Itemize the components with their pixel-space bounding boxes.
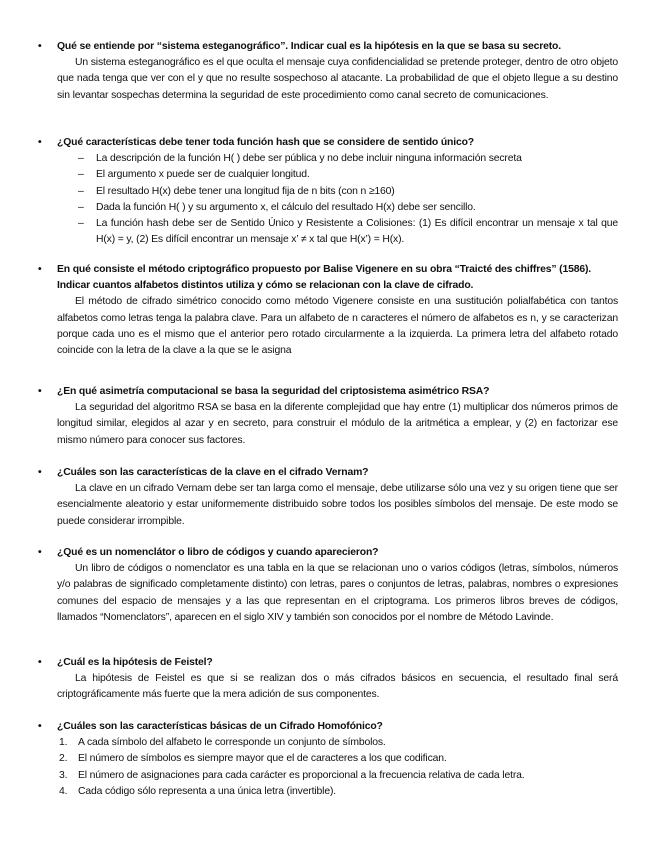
bullet-icon: • [38, 264, 42, 275]
dash-icon: – [78, 153, 84, 165]
bullet-icon: • [38, 657, 42, 668]
question-heading: Qué se entiende por “sistema esteganográfico”. Indicar cual es la hipótesis en la que se basa su secreto. [57, 41, 561, 52]
list-item: – El resultado H(x) debe tener una longitud fija de n bits (con n ≥160) [38, 184, 618, 200]
section-steganography [38, 39, 618, 104]
list-item: 3. El número de asignaciones para cada carácter es proporcional a la frecuencia relativa de cada letra. [59, 769, 525, 781]
answer-paragraph: Un libro de códigos o nomenclator es una tabla en la que se relacionan uno o varios códigos (letras, símbolos, números y/o palabras de significado completamente distinto) con letras, pares o conjuntos de letras, palabras, nombres o expresiones comunes del espacio de mensajes y a las que representan en el criptograma. Los primeros libros breves de códigos, llamados “Nomenclators”, aparecen en el siglo XIV y también son conocidos por el nombre de Método Lavinde. [57, 563, 618, 623]
answer-paragraph: El método de cifrado simétrico conocido como método Vigenere consiste en una sustitución polialfabética con tantos alfabetos como letras tenga la palabra clave. Para un alfabeto de n caracteres el número de alfabetos es n, y se caracterizan porque cada uno es el mismo que el anterior pero rotado circularmente a la izquierda. La primera letra del alfabeto rotado coincide con la letra de la clave a la que se le asigna [57, 296, 618, 357]
section-hash [38, 135, 618, 248]
section-rsa [38, 384, 618, 449]
list-item: – Dada la función H( ) y su argumento x, el cálculo del resultado H(x) debe ser sencillo. [38, 200, 618, 216]
answer-paragraph: La clave en un cifrado Vernam debe ser tan larga como el mensaje, debe utilizarse sólo una vez y su origen tiene que ser esencialmente aleatorio y estar uniformemente distribuido sobre todos los posibles símbolos del mensaje. De este modo se puede considerar irrompible. [57, 483, 618, 527]
numbered-list [38, 735, 618, 800]
answer-paragraph: Un sistema esteganográfico es el que oculta el mensaje cuya confidencialidad se pretende proteger, dentro de otro objeto que nada tenga que ver con el y que no resulte sospechoso al atacante. La probabilidad de que el objeto llegue a su destino sin levantar sospechas determina la seguridad de este procedimiento como canal secreto de comunicaciones. [57, 57, 618, 101]
bullet-icon: • [38, 547, 42, 558]
bullet-icon: • [38, 467, 42, 478]
question-heading: ¿Cuáles son las características de la clave en el cifrado Vernam? [57, 467, 369, 478]
dash-icon: – [78, 169, 84, 181]
section-vigenere [38, 262, 618, 359]
dash-icon: – [78, 218, 84, 230]
section-nomenclator [38, 545, 618, 626]
list-item: – La descripción de la función H( ) debe ser pública y no debe incluir ninguna información secreta [38, 151, 618, 167]
question-heading: ¿Cuál es la hipótesis de Feistel? [57, 657, 213, 668]
bullet-icon: • [38, 137, 42, 148]
question-heading: ¿Cuáles son las características básicas de un Cifrado Homofónico? [57, 721, 383, 732]
section-vernam [38, 465, 618, 530]
question-heading: ¿Qué es un nomenclátor o libro de códigos y cuando aparecieron? [57, 547, 379, 558]
bullet-icon: • [38, 386, 42, 397]
dash-list [38, 151, 618, 248]
list-item: 4. Cada código sólo representa a una única letra (invertible). [59, 785, 336, 797]
question-heading: En qué consiste el método criptográfico propuesto por Balise Vigenere en su obra “Traicté des chiffres” (1586). Indicar cuantos alfabetos distintos utiliza y cómo se relacionan con la clave de cifrado. [57, 264, 592, 292]
bullet-icon: • [38, 721, 42, 732]
section-homophonic [38, 719, 618, 800]
list-item: – La función hash debe ser de Sentido Único y Resistente a Colisiones: (1) Es difícil encontrar un mensaje x tal que H(x) = y, (2) Es difícil encontrar un mensaje x’ ≠ x tal que H(x’) = H(x). [78, 218, 618, 246]
section-feistel [38, 655, 618, 704]
question-heading: ¿Qué características debe tener toda función hash que se considere de sentido único? [57, 137, 474, 148]
list-item: 2. El número de símbolos es siempre mayor que el de caracteres a los que codifican. [59, 753, 447, 765]
list-item: – El argumento x puede ser de cualquier longitud. [38, 167, 618, 183]
question-heading: ¿En qué asimetría computacional se basa la seguridad del criptosistema asimétrico RSA? [57, 386, 490, 397]
answer-paragraph: La seguridad del algoritmo RSA se basa en la diferente complejidad que hay entre (1) multiplicar dos números primos de longitud similar, elegidos al azar y en secreto, para construir el módulo de la aritmética a emplear, y (2) en factorizar ese mismo número para conocer sus factores. [57, 402, 618, 446]
bullet-icon: • [38, 41, 42, 52]
answer-paragraph: La hipótesis de Feistel es que si se realizan dos o más cifrados básicos en secuencia, el resultado final será criptográficamente más fuerte que la mera adición de sus componentes. [57, 673, 618, 701]
list-item: 1. A cada símbolo del alfabeto le corresponde un conjunto de símbolos. [59, 737, 386, 749]
dash-icon: – [78, 185, 84, 197]
dash-icon: – [78, 201, 84, 213]
